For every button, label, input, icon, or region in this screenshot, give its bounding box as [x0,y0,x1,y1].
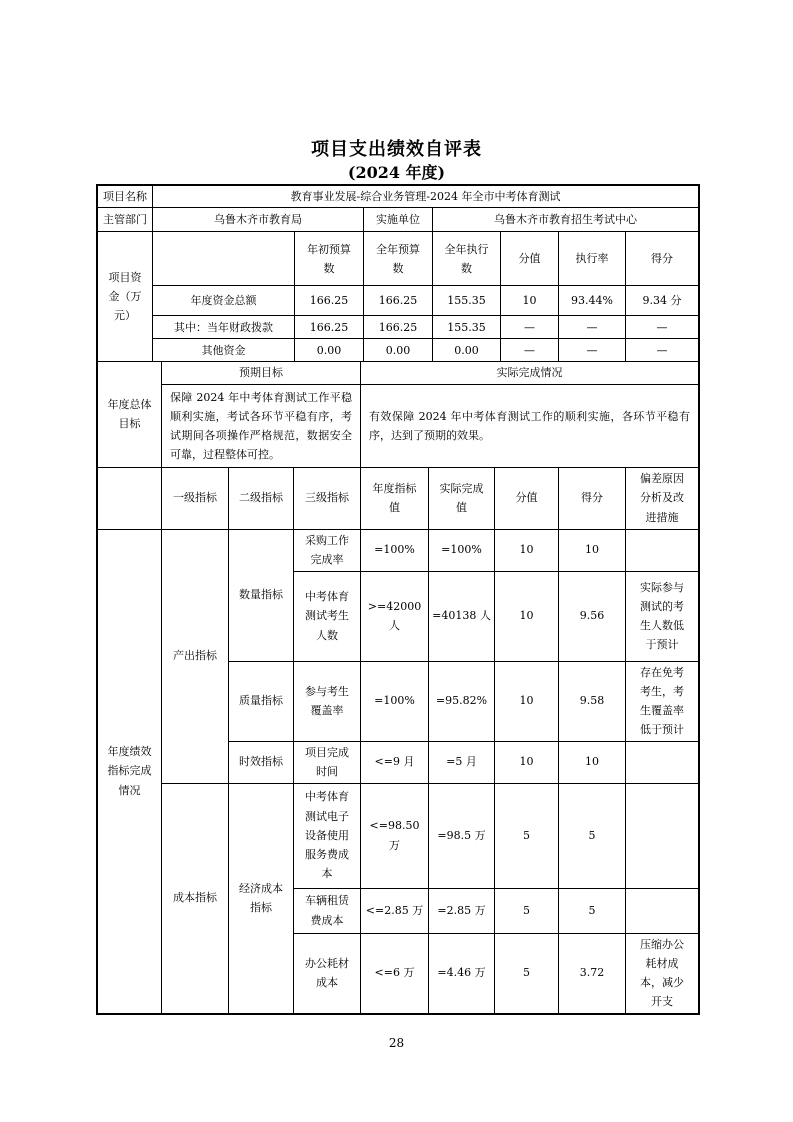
page-number: 28 [388,1036,405,1050]
ind-actual: =95.82% [429,661,495,741]
ind-deviation: 压缩办公耗材成本，减少开支 [626,933,699,1013]
funds-value: 166.25 [364,286,433,316]
funds-value: 166.25 [364,316,433,339]
ind-name: 中考体育测试考生人数 [294,571,361,661]
ind-score: 5 [559,888,626,933]
ind-score: 10 [559,529,626,571]
ind-score: 3.72 [559,933,626,1013]
goals-expected-text: 保障 2024 年中考体育测试工作平稳顺利实施，考试各环节平稳有序，考试期间各项操作严格规范，数据安全可靠，过程整体可控。 [162,384,361,467]
funds-value: — [559,339,626,362]
ind-actual: =40138 人 [429,571,495,661]
funds-other-row [98,339,699,362]
page-subtitle: (2024 年度) [347,163,446,182]
ind-score: 9.56 [559,571,626,661]
ind-actual: =4.46 万 [429,933,495,1013]
ind-points: 10 [495,529,559,571]
project-name-value: 教育事业发展-综合业务管理-2024 年全市中考体育测试 [153,186,699,208]
ind-target: >=42000 人 [361,571,429,661]
ind-target: <=98.50 万 [361,783,429,888]
ind-header-deviation: 偏差原因分析及改进措施 [626,467,699,529]
ind-header-actual: 实际完成值 [429,467,495,529]
goals-section-label: 年度总体目标 [98,362,162,467]
level2-timeliness: 时效指标 [229,741,294,783]
funds-value: 0.00 [433,339,501,362]
indicator-row [98,529,699,571]
ind-score: 5 [559,783,626,888]
ind-points: 5 [495,933,559,1013]
dept-label: 主管部门 [98,208,153,232]
ind-deviation: 存在免考考生，考生覆盖率低于预计 [626,661,699,741]
ind-points: 10 [495,741,559,783]
funds-fiscal-row [98,316,699,339]
ind-deviation [626,741,699,783]
ind-points: 5 [495,783,559,888]
ind-actual: =5 月 [429,741,495,783]
goals-expected-header: 预期目标 [162,362,361,384]
ind-points: 5 [495,888,559,933]
project-name-label: 项目名称 [98,186,153,208]
ind-target: <=6 万 [361,933,429,1013]
funds-value: 0.00 [364,339,433,362]
empty-cell [153,232,295,286]
ind-deviation: 实际参与测试的考生人数低于预计 [626,571,699,661]
ind-name: 采购工作完成率 [294,529,361,571]
ind-name: 参与考生覆盖率 [294,661,361,741]
ind-name: 中考体育测试电子设备使用服务费成本 [294,783,361,888]
goals-actual-header: 实际完成情况 [361,362,699,384]
ind-header-points: 分值 [495,467,559,529]
project-name-row [98,186,699,208]
level1-output: 产出指标 [162,529,229,783]
ind-actual: =2.85 万 [429,888,495,933]
ind-name: 车辆租赁费成本 [294,888,361,933]
page-title: 项目支出绩效自评表 [311,139,482,160]
empty-cell [98,467,162,529]
goals-actual-text: 有效保障 2024 年中考体育测试工作的顺利实施，各环节平稳有序，达到了预期的效果。 [361,384,699,467]
evaluation-sheet [96,184,700,1015]
ind-header-level2: 二级指标 [229,467,294,529]
funds-section-label: 项目资金（万元） [98,232,153,362]
ind-header-score: 得分 [559,467,626,529]
level2-economic: 经济成本指标 [229,783,294,1013]
info-funds-table [97,185,699,362]
ind-score: 10 [559,741,626,783]
ind-target: =100% [361,529,429,571]
funds-value: 166.25 [295,286,364,316]
funds-value: — [626,339,699,362]
funds-header-executed: 全年执行数 [433,232,501,286]
funds-row-name: 年度资金总额 [153,286,295,316]
ind-actual: =100% [429,529,495,571]
funds-value: — [626,316,699,339]
ind-header-target: 年度指标值 [361,467,429,529]
funds-value: — [559,316,626,339]
ind-target: =100% [361,661,429,741]
department-row [98,208,699,232]
funds-row-name: 其他资金 [153,339,295,362]
ind-target: <=2.85 万 [361,888,429,933]
funds-header-score: 得分 [626,232,699,286]
funds-header-exec-rate: 执行率 [559,232,626,286]
funds-value: 166.25 [295,316,364,339]
funds-header-points: 分值 [501,232,559,286]
indicators-section-label: 年度绩效指标完成情况 [98,529,162,1013]
impl-label: 实施单位 [364,208,433,232]
ind-target: <=9 月 [361,741,429,783]
ind-points: 10 [495,661,559,741]
goals-body-row [98,384,699,467]
ind-actual: =98.5 万 [429,783,495,888]
funds-value: 9.34 分 [626,286,699,316]
indicators-header-row [98,467,699,529]
goals-table [97,361,699,467]
funds-value: 155.35 [433,286,501,316]
funds-total-row [98,286,699,316]
ind-header-level1: 一级指标 [162,467,229,529]
ind-deviation [626,783,699,888]
ind-deviation [626,529,699,571]
level1-cost: 成本指标 [162,783,229,1013]
ind-deviation [626,888,699,933]
funds-header-row [98,232,699,286]
funds-value: 10 [501,286,559,316]
level2-quality: 质量指标 [229,661,294,741]
goals-header-row [98,362,699,384]
ind-name: 办公耗材成本 [294,933,361,1013]
impl-value: 乌鲁木齐市教育招生考试中心 [433,208,699,232]
indicator-row [98,783,699,888]
funds-value: 155.35 [433,316,501,339]
dept-value: 乌鲁木齐市教育局 [153,208,364,232]
funds-value: — [501,316,559,339]
funds-value: — [501,339,559,362]
funds-value: 93.44% [559,286,626,316]
funds-row-name: 其中：当年财政拨款 [153,316,295,339]
indicators-table [97,467,699,1014]
level2-quantity: 数量指标 [229,529,294,661]
funds-value: 0.00 [295,339,364,362]
ind-header-level3: 三级指标 [294,467,361,529]
ind-name: 项目完成时间 [294,741,361,783]
funds-header-initial-budget: 年初预算数 [295,232,364,286]
ind-points: 10 [495,571,559,661]
funds-header-annual-budget: 全年预算数 [364,232,433,286]
ind-score: 9.58 [559,661,626,741]
